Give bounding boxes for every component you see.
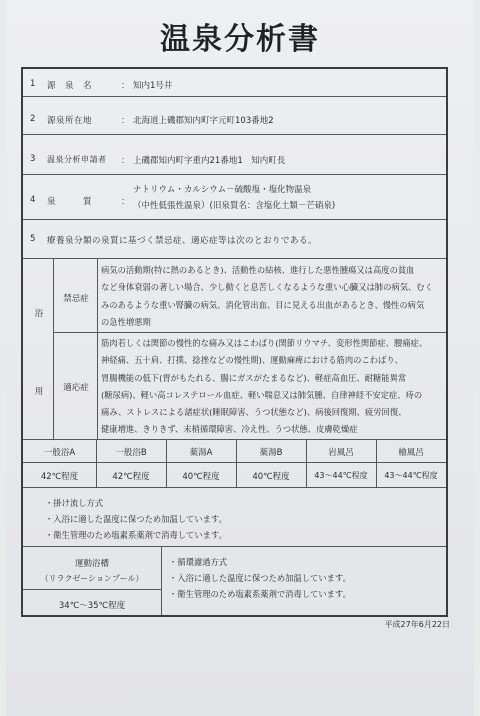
row-label: 泉 質 bbox=[47, 197, 93, 207]
row-applicant bbox=[23, 135, 446, 175]
row-classification bbox=[23, 220, 446, 259]
bath-name: 一般浴A bbox=[43, 448, 76, 458]
divider bbox=[23, 546, 446, 547]
row-number: 3 bbox=[30, 154, 36, 164]
contraindication-label: 禁忌症 bbox=[63, 294, 89, 304]
row-number: 5 bbox=[30, 234, 36, 244]
note-line: ・掛け流し方式 bbox=[45, 498, 104, 508]
colon: ： bbox=[121, 156, 130, 166]
row-label: 源泉所在地 bbox=[47, 116, 93, 126]
pool-subtitle: （リラクゼーションプール） bbox=[40, 574, 144, 583]
note-line: ・入浴に適した温度に保つため加温しています。 bbox=[169, 573, 351, 583]
row-source-name bbox=[23, 69, 446, 97]
divider bbox=[53, 332, 446, 333]
bath-name: 一般浴B bbox=[115, 448, 147, 458]
text-line: の急性増悪期 bbox=[101, 316, 151, 327]
row-value-sub: （中性低張性温泉）(旧泉質名：含塩化土類－芒硝泉) bbox=[133, 201, 336, 211]
row-label: 源 泉 名 bbox=[47, 81, 93, 91]
bath-name: 檜風呂 bbox=[398, 448, 424, 458]
text-line: 胃腸機能の低下(胃がもたれる、腸にガスがたまるなど)、軽症高血圧、耐糖能異常 bbox=[101, 372, 407, 383]
bath-name: 岩風呂 bbox=[328, 448, 354, 458]
colon: ： bbox=[121, 197, 130, 207]
divider bbox=[23, 462, 446, 463]
bath-temp: 42℃程度 bbox=[40, 472, 79, 482]
bath-side-label: 浴 bbox=[34, 309, 44, 319]
text-line: 神経痛、五十肩、打撲、捻挫などの慢性期)、運動麻痺における筋肉のこわばり、 bbox=[101, 355, 403, 366]
divider bbox=[23, 439, 446, 440]
bath-name: 薬湯A bbox=[189, 448, 213, 458]
bath-name: 薬湯B bbox=[259, 448, 283, 458]
row-value: ナトリウム・カルシウム－硫酸塩・塩化物温泉 bbox=[133, 185, 312, 195]
divider bbox=[23, 589, 161, 590]
note-line: ・衛生管理のため塩素系薬剤で消毒しています。 bbox=[45, 530, 227, 540]
row-value: 知内1号井 bbox=[133, 81, 173, 91]
text-line: 病気の活動期(特に熱のあるとき)、活動性の結核、進行した悪性腫瘍又は高度の貧血 bbox=[101, 265, 415, 275]
colon: ： bbox=[121, 116, 130, 126]
indication-label: 適応症 bbox=[63, 383, 89, 393]
note-line: ・入浴に適した温度に保つため加温しています。 bbox=[45, 514, 227, 524]
text-line: 筋肉若しくは関節の慢性的な痛み又はこわばり(関節リウマチ、変形性関節症、腰痛症、 bbox=[101, 338, 428, 348]
divider bbox=[97, 259, 98, 439]
row-value: 北海道上磯郡知内町字元町103番地2 bbox=[133, 116, 274, 126]
row-number: 4 bbox=[30, 195, 36, 205]
text-line: 痛み、ストレスによる諸症状(睡眠障害、うつ状態など)、病後回復期、疲労回復、 bbox=[101, 407, 407, 418]
text-line: みのあるような重い腎臓の病気、消化管出血、目に見える出血があるとき、慢性の病気 bbox=[101, 299, 425, 310]
divider bbox=[23, 487, 446, 488]
row-value: 上磯郡知内町字重内21番地1 知内町長 bbox=[133, 156, 286, 166]
issue-date: 平成27年6月22日 bbox=[384, 620, 450, 629]
notes-pool bbox=[169, 554, 351, 602]
row-source-location bbox=[23, 97, 446, 135]
analysis-table bbox=[21, 67, 448, 617]
text-line: など身体衰弱の著しい場合、少し動くと息苦しくなるような重い心臓又は肺の病気、むく bbox=[101, 282, 433, 293]
bath-temp: 43～44℃程度 bbox=[384, 471, 438, 480]
bath-temp: 40℃程度 bbox=[182, 472, 220, 482]
row-number: 2 bbox=[30, 114, 36, 124]
divider bbox=[53, 259, 54, 439]
pool-name: 運動浴槽 bbox=[74, 559, 109, 569]
bath-side-label: 用 bbox=[34, 387, 44, 397]
row-number: 1 bbox=[30, 79, 36, 89]
note-line: ・循環濾過方式 bbox=[169, 557, 228, 567]
pool-temp: 34℃～35℃程度 bbox=[58, 601, 126, 611]
row-spring-quality bbox=[23, 175, 446, 220]
row-label: 温泉分析申請者 bbox=[47, 155, 107, 164]
contraindication-text bbox=[101, 262, 443, 331]
notes-main-baths bbox=[45, 495, 227, 543]
bath-temp: 40℃程度 bbox=[252, 472, 290, 482]
page-title: 温泉分析書 bbox=[160, 22, 320, 57]
bath-temp: 43～44℃程度 bbox=[314, 471, 368, 480]
colon: ： bbox=[121, 81, 130, 91]
text-line: (糖尿病)、軽い高コレステロール血症、軽い喘息又は肺気腫、自律神経不安定症、痔の bbox=[101, 389, 423, 400]
indication-text bbox=[101, 335, 443, 439]
text-line: 健康増進、きりきず、末梢循環障害、冷え性、うつ状態、皮膚乾燥症 bbox=[101, 424, 358, 435]
bath-temp: 42℃程度 bbox=[112, 472, 150, 482]
note-line: ・衛生管理のため塩素系薬剤で消毒しています。 bbox=[169, 589, 351, 599]
divider bbox=[161, 546, 162, 615]
row-text: 療養泉分類の泉質に基づく禁忌症、適応症等は次のとおりである。 bbox=[47, 236, 318, 246]
